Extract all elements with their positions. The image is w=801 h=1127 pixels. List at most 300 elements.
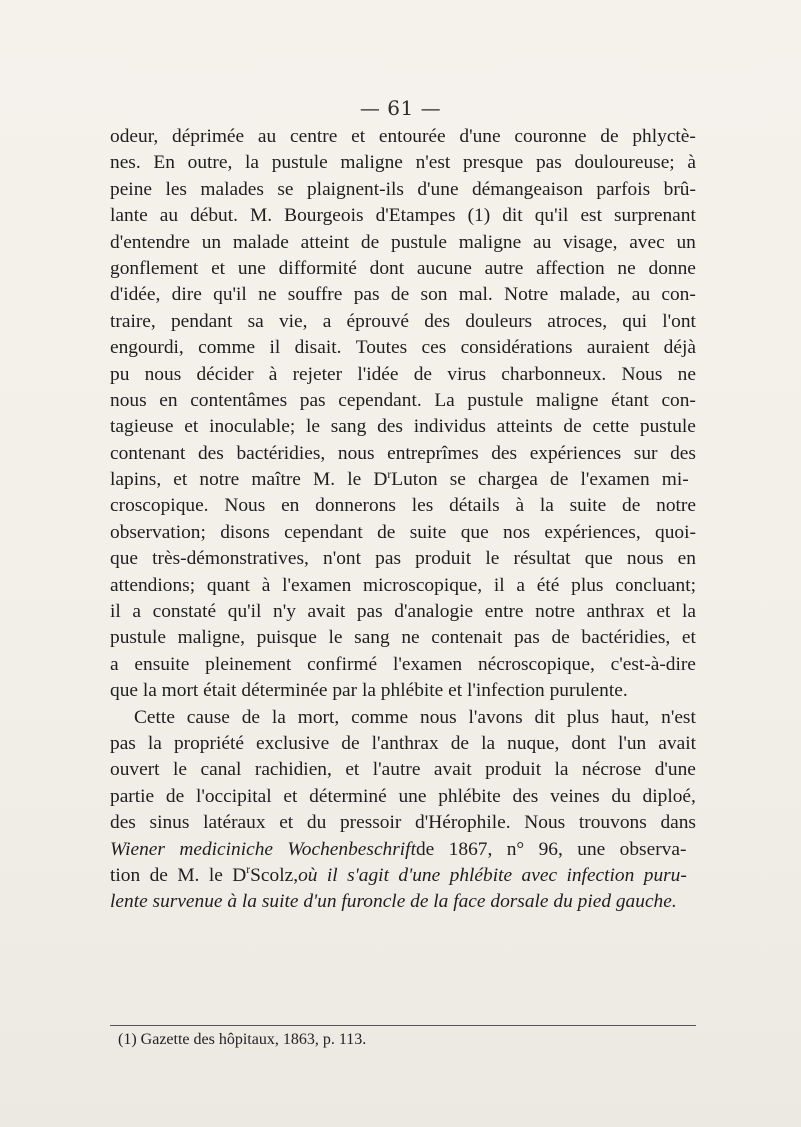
word: Bourgeois — [284, 205, 364, 227]
word: de — [165, 785, 185, 807]
word: de — [360, 231, 380, 253]
word: malades — [200, 178, 264, 200]
word: nécrose — [582, 759, 642, 781]
word: d'Hérophile. — [415, 812, 511, 834]
word: ne — [401, 627, 420, 649]
word: de — [563, 416, 582, 438]
word: tagieuse — [110, 416, 174, 438]
word: plus — [566, 706, 600, 728]
word: son — [420, 284, 448, 306]
word: des — [377, 416, 403, 438]
word: décider — [196, 363, 254, 385]
text-line — [110, 256, 696, 282]
word: Nous — [621, 363, 663, 385]
italic-text: où il s'agit d'une phlébite avec infection puru- — [298, 864, 687, 886]
word: contenant — [110, 442, 186, 464]
word: phlébite — [438, 785, 501, 807]
word: sa — [247, 310, 264, 332]
word: engourdi, — [110, 337, 184, 359]
text-line — [110, 784, 696, 810]
word: avec — [629, 231, 665, 253]
word: mal. — [458, 284, 493, 306]
word: pas — [513, 627, 540, 649]
word: ces — [421, 337, 447, 359]
word: a — [516, 574, 525, 596]
word: produit — [415, 548, 472, 570]
word: et — [184, 416, 199, 438]
word: centre — [289, 126, 338, 147]
word: déprimée — [172, 126, 245, 147]
word: pendant — [170, 310, 233, 332]
word: atteint — [300, 231, 350, 253]
word: avait — [307, 601, 346, 623]
word: dans — [660, 812, 696, 834]
word: pustule — [639, 416, 696, 438]
word: produit — [485, 759, 542, 781]
word: d'une — [417, 178, 459, 200]
word: très-démonstratives, — [152, 548, 309, 570]
word: Toutes — [355, 337, 408, 359]
word: sur — [633, 442, 658, 464]
word: la — [481, 732, 496, 754]
word: d'entendre — [110, 231, 190, 253]
text-line — [110, 520, 696, 546]
text-line — [110, 546, 696, 572]
word: malade — [232, 231, 289, 253]
word: l'ont — [662, 310, 696, 332]
page-number: — 61 — — [359, 96, 442, 120]
word: suite — [569, 495, 607, 517]
word: déterminé — [309, 785, 387, 807]
word: nuque, — [507, 732, 560, 754]
word: d'une — [459, 126, 501, 147]
text-line — [110, 414, 696, 440]
word: qu'il — [213, 284, 247, 306]
word: il — [493, 574, 505, 596]
word: malade, — [559, 284, 621, 306]
word: nous — [337, 442, 375, 464]
word: En — [153, 152, 175, 174]
word: maligne — [340, 152, 403, 174]
word: à — [261, 574, 271, 596]
word: nous — [144, 363, 182, 385]
word: sang — [330, 416, 367, 438]
text-line — [110, 124, 696, 150]
word: ne — [677, 363, 696, 385]
word: d'analogie — [394, 601, 474, 623]
word: contenait — [431, 627, 503, 649]
text-segment — [110, 837, 686, 863]
word: de — [241, 706, 261, 728]
word: le — [485, 548, 500, 570]
text-line — [110, 863, 696, 889]
word: comme — [198, 337, 256, 359]
word: les — [411, 495, 434, 517]
word: vie, — [278, 310, 308, 332]
word: qu'il — [227, 601, 262, 623]
word: croscopique. — [110, 495, 209, 517]
text-line — [110, 889, 696, 915]
word: visage, — [563, 231, 618, 253]
word: sang — [354, 627, 390, 649]
word: pas — [356, 601, 383, 623]
word: inoculable; — [209, 416, 296, 438]
word: dire — [171, 284, 202, 306]
text-line — [110, 599, 696, 625]
word: auraient — [586, 337, 650, 359]
word: de — [622, 495, 641, 517]
word: dont — [369, 257, 405, 279]
text-line — [110, 652, 696, 678]
word: démangeaison — [471, 178, 583, 200]
word: maligne, — [177, 627, 245, 649]
word: dont — [571, 732, 606, 754]
text-fragment: lapins, et notre maître M. le D — [110, 469, 388, 491]
word: avait — [658, 732, 696, 754]
word: résultat — [513, 548, 571, 570]
word: une — [237, 257, 266, 279]
word: maligne — [536, 389, 599, 411]
word: cependant — [284, 521, 363, 543]
word: et — [656, 601, 671, 623]
word: des — [424, 310, 451, 332]
word: que — [110, 548, 138, 570]
text-line — [110, 757, 696, 783]
word: c'est-à-dire — [610, 653, 696, 675]
word: l'occipital — [195, 785, 272, 807]
word: veines — [550, 785, 600, 807]
text-line — [110, 335, 696, 361]
word: pas — [299, 389, 326, 411]
word: d'idée, — [110, 284, 161, 306]
word: con- — [661, 284, 696, 306]
text-line — [110, 388, 696, 414]
word: atteints — [496, 416, 553, 438]
word: Nous — [224, 495, 266, 517]
text-line — [110, 230, 696, 256]
word: il — [269, 337, 281, 359]
word: à — [687, 152, 696, 174]
text-line — [110, 309, 696, 335]
word: l'autre — [372, 759, 421, 781]
word: à — [268, 363, 278, 385]
word: étant — [611, 389, 649, 411]
word: qui — [622, 310, 648, 332]
text-line — [110, 837, 696, 863]
word: du — [306, 812, 327, 834]
word: la — [147, 732, 162, 754]
word: plaignent-ils — [306, 178, 404, 200]
word: un — [676, 231, 696, 253]
footnote: (1) Gazette des hôpitaux, 1863, p. 113. — [118, 1031, 367, 1048]
word: de — [377, 521, 396, 543]
word: douloureuse; — [574, 152, 675, 174]
word: charbonneux. — [501, 363, 607, 385]
word: a — [110, 653, 119, 675]
italic-text: lente survenue à la suite d'un furoncle de la face dorsale du pied gauche. — [110, 891, 677, 913]
word: début. — [190, 205, 238, 227]
word: nécroscopique, — [477, 653, 595, 675]
word: latéraux — [203, 812, 266, 834]
word: concluant; — [615, 574, 696, 596]
word: avait — [433, 759, 472, 781]
word: l'un — [617, 732, 647, 754]
word: pas — [535, 152, 562, 174]
word: pas — [375, 548, 401, 570]
text-fragment: Luton se chargea de l'examen mi- — [391, 469, 689, 491]
text-line — [110, 493, 696, 519]
word: le — [328, 627, 343, 649]
word: autre — [484, 257, 524, 279]
word: de — [600, 126, 619, 147]
word: phlyctè- — [632, 126, 696, 147]
word: l'avons — [468, 706, 523, 728]
word: et — [351, 126, 366, 147]
word: couronne — [514, 126, 587, 147]
word: rachidien, — [254, 759, 332, 781]
word: entreprîmes — [387, 442, 479, 464]
word: entre — [484, 601, 524, 623]
word: bactéridies, — [236, 442, 326, 464]
word: diploé, — [642, 785, 696, 807]
word: que — [460, 521, 489, 543]
word: contentâmes — [190, 389, 288, 411]
word: individus — [413, 416, 486, 438]
word: peine — [110, 178, 152, 200]
word: détails — [449, 495, 500, 517]
word: disons — [220, 521, 270, 543]
word: de — [450, 732, 470, 754]
word: virus — [447, 363, 487, 385]
text-line — [110, 810, 696, 836]
word: il — [110, 601, 121, 623]
word: (1) — [467, 205, 491, 227]
word: la — [539, 495, 554, 517]
word: au — [257, 126, 277, 147]
word: nos — [503, 521, 530, 543]
word: nes. — [110, 152, 141, 174]
word: souffre — [287, 284, 343, 306]
word: Nous — [524, 812, 566, 834]
word: suite — [409, 521, 447, 543]
word: que — [584, 548, 613, 570]
word: des — [110, 812, 136, 834]
text-line — [110, 150, 696, 176]
word: des — [197, 442, 224, 464]
word: n'est — [661, 706, 696, 728]
word: et — [279, 812, 294, 834]
text-line — [110, 441, 696, 467]
word: et — [681, 627, 696, 649]
word: a — [322, 310, 332, 332]
word: ne — [258, 284, 277, 306]
word: n'est — [415, 152, 451, 174]
word: le — [173, 759, 188, 781]
word: gonflement — [110, 257, 199, 279]
word: traire, — [110, 310, 156, 332]
text-line — [110, 573, 696, 599]
word: difformité — [278, 257, 357, 279]
word: donnerons — [315, 495, 396, 517]
text-line — [110, 282, 696, 308]
word: la — [681, 601, 696, 623]
word: M. — [250, 205, 273, 227]
word: la — [554, 759, 569, 781]
word: l'idée — [357, 363, 399, 385]
word: éprouvé — [346, 310, 409, 332]
word: lante — [110, 205, 148, 227]
word: dit — [534, 706, 555, 728]
word: cette — [592, 416, 630, 438]
word: cause — [186, 706, 230, 728]
word: qu'il — [534, 205, 569, 227]
word: a — [132, 601, 141, 623]
text-line — [110, 203, 696, 229]
word: en — [677, 548, 696, 570]
word: Notre — [504, 284, 549, 306]
word: trouvons — [578, 812, 647, 834]
text-line — [110, 705, 696, 731]
word: partie — [110, 785, 155, 807]
word: notre — [535, 601, 575, 623]
word: con- — [661, 389, 696, 411]
word: au — [159, 205, 179, 227]
word: pustule — [467, 389, 524, 411]
word: et — [283, 785, 298, 807]
word: sinus — [149, 812, 190, 834]
word: odeur, — [110, 126, 159, 147]
word: de — [413, 363, 433, 385]
word: pas — [110, 732, 136, 754]
word: ne — [617, 257, 636, 279]
word: comme — [351, 706, 409, 728]
word: expériences, — [544, 521, 641, 543]
footnote-divider — [110, 1025, 696, 1026]
text-line — [110, 362, 696, 388]
word: bactéridies, — [581, 627, 671, 649]
text-line — [110, 467, 696, 493]
word: entourée — [378, 126, 446, 147]
word: pustule — [390, 231, 447, 253]
text-fragment: Scolz, — [250, 864, 299, 886]
word: plus — [571, 574, 604, 596]
word: presque — [462, 152, 524, 174]
text-line — [110, 625, 696, 651]
word: haut, — [611, 706, 650, 728]
word: pleinement — [205, 653, 292, 675]
word: exclusive — [256, 732, 330, 754]
word: l'anthrax — [371, 732, 439, 754]
word: pustule — [271, 152, 328, 174]
word: outre, — [187, 152, 233, 174]
word: est — [580, 205, 602, 227]
word: d'Etampes — [375, 205, 456, 227]
word: atroces, — [547, 310, 608, 332]
body-text — [110, 124, 696, 916]
word: Cette — [134, 706, 175, 728]
text-fragment: de 1867, n° 96, une observa- — [415, 838, 687, 860]
word: pu — [110, 363, 130, 385]
word: La — [434, 389, 455, 411]
word: à — [515, 495, 525, 517]
word: au — [532, 231, 552, 253]
word: quant — [206, 574, 250, 596]
word: en — [281, 495, 300, 517]
word: nous — [420, 706, 457, 728]
word: pustule — [110, 627, 167, 649]
word: une — [398, 785, 427, 807]
word: d'une — [654, 759, 696, 781]
word: n'y — [273, 601, 296, 623]
word: été — [536, 574, 560, 596]
word: ouvert — [110, 759, 160, 781]
word: de — [390, 284, 410, 306]
word: pressoir — [339, 812, 402, 834]
text-line — [110, 731, 696, 757]
text-segment: tion de M. le DrScolz,où il s'agit d'une phlébite avec infection puru- — [110, 863, 687, 889]
word: le — [305, 416, 320, 438]
word: des — [491, 442, 518, 464]
word: de — [551, 627, 570, 649]
word: affection — [536, 257, 605, 279]
word: propriété — [173, 732, 244, 754]
text-line: que la mort était déterminée par la phlébite et l'infection purulente. — [110, 680, 628, 702]
text-fragment: tion de M. le D — [110, 864, 247, 886]
word: aucune — [416, 257, 472, 279]
word: ensuite — [134, 653, 190, 675]
word: notre — [656, 495, 696, 517]
word: déjà — [663, 337, 696, 359]
word: quoi- — [655, 521, 696, 543]
word: donne — [648, 257, 696, 279]
word: microscopique, — [363, 574, 483, 596]
word: en — [159, 389, 178, 411]
word: rejeter — [292, 363, 343, 385]
word: pas — [353, 284, 380, 306]
word: et — [211, 257, 226, 279]
word: observation; — [110, 521, 206, 543]
word: disait. — [294, 337, 342, 359]
word: se — [277, 178, 294, 200]
word: anthrax — [586, 601, 645, 623]
word: confirmé — [307, 653, 378, 675]
word: du — [611, 785, 631, 807]
word: les — [165, 178, 187, 200]
word: nous — [110, 389, 147, 411]
word: et — [345, 759, 360, 781]
word: l'examen — [392, 653, 463, 675]
word: parfois — [596, 178, 651, 200]
word: douleurs — [465, 310, 533, 332]
word: n'ont — [323, 548, 361, 570]
journal-title: Wiener mediciniche Wochenbeschrift — [110, 838, 416, 860]
word: au — [631, 284, 651, 306]
word: un — [201, 231, 222, 253]
word: nous — [626, 548, 664, 570]
word: la — [271, 706, 286, 728]
text-segment: lapins, et notre maître M. le DrLuton se chargea de l'examen mi- — [110, 467, 689, 493]
word: la — [245, 152, 260, 174]
word: des — [670, 442, 696, 464]
word: surprenant — [614, 205, 696, 227]
word: maligne — [458, 231, 522, 253]
word: considérations — [460, 337, 573, 359]
word: mort, — [297, 706, 340, 728]
word: de — [341, 732, 360, 754]
word: attendions; — [110, 574, 196, 596]
word: brû- — [663, 178, 696, 200]
word: puisque — [256, 627, 317, 649]
